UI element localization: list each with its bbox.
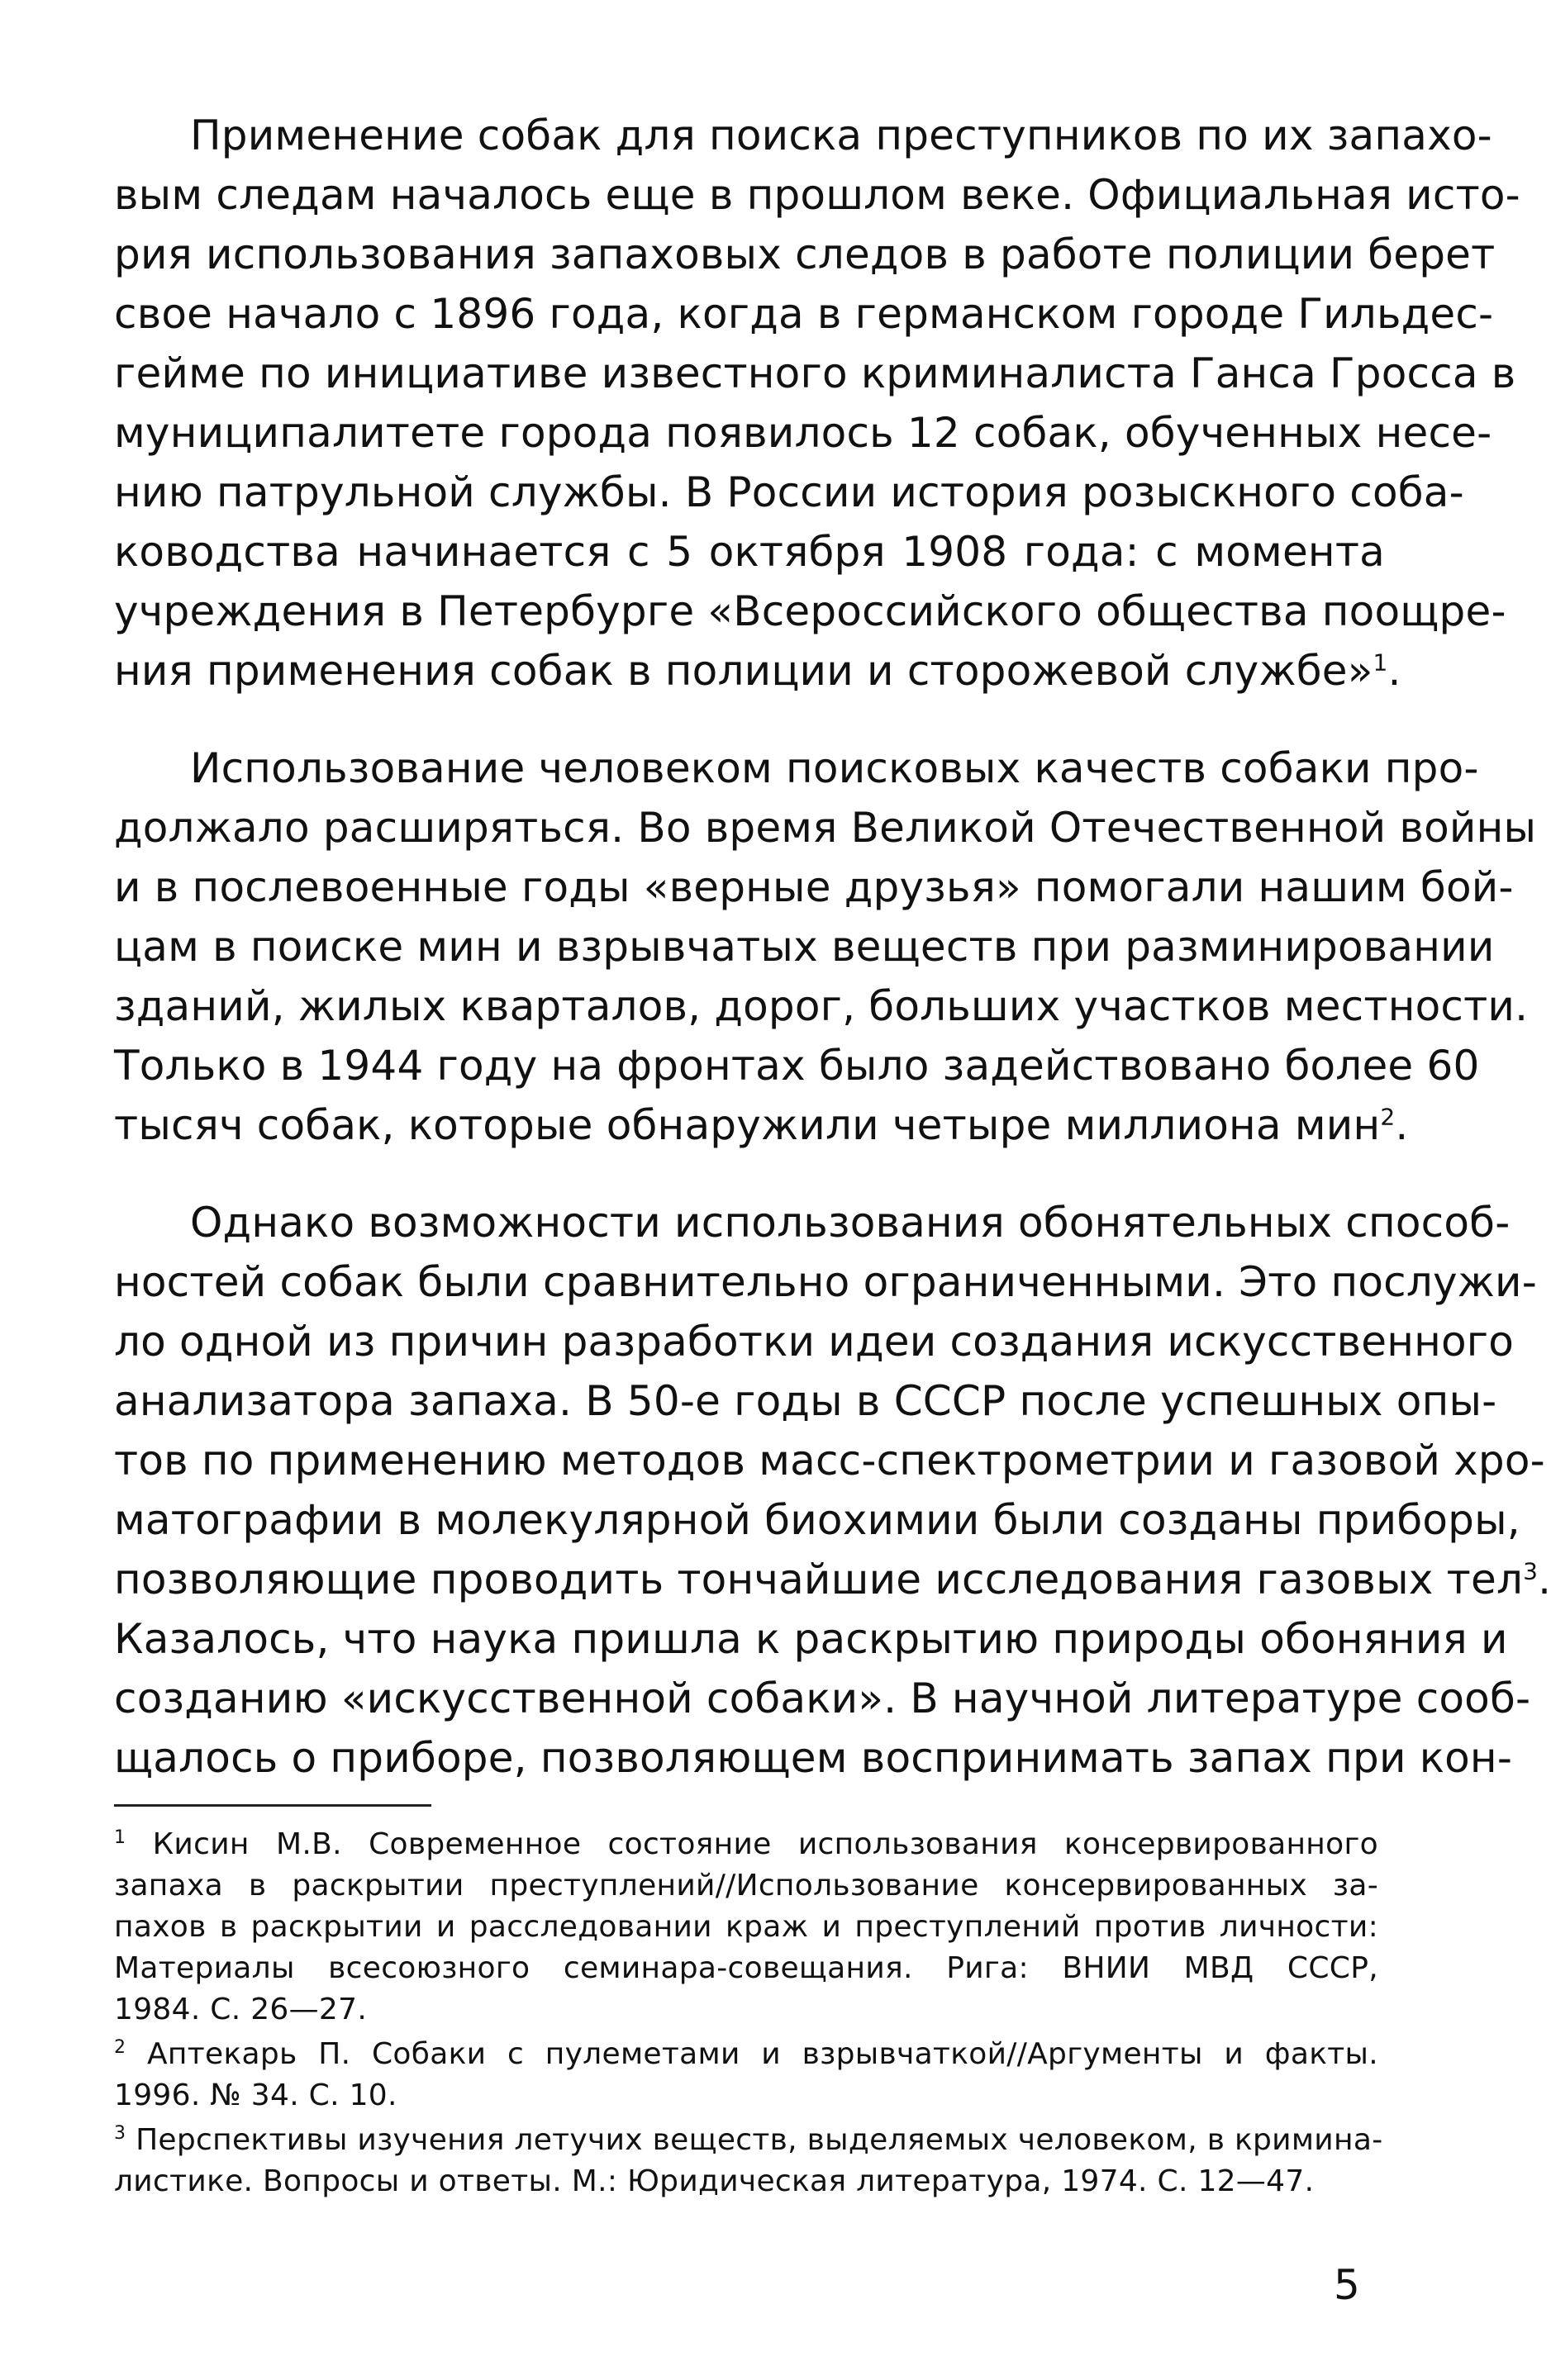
page-number: 5 — [1334, 2261, 1360, 2309]
text-line: рия использования запаховых следов в работе полиции берет — [114, 230, 1496, 278]
footnote-line: пахов в раскрытии и расследовании краж и преступлений против личности: — [114, 1910, 1378, 1944]
text-line: ния применения собак в полиции и сторожевой службе» — [114, 647, 1373, 695]
footnote-number: 1 — [114, 1827, 126, 1848]
text-line: матографии в молекулярной биохимии были созданы приборы, — [114, 1496, 1520, 1544]
text-line: и в послевоенные годы «верные друзья» помогали нашим бой- — [114, 863, 1514, 911]
text-line: позволяющие проводить тончайшие исследования газовых тел — [114, 1556, 1524, 1603]
text-line: свое начало с 1896 года, когда в германском городе Гильдес- — [114, 290, 1494, 338]
text-line: ностей собак были сравнительно ограниченными. Это послужи- — [114, 1258, 1537, 1306]
text-line: ководства начинается с 5 октября 1908 года: с момента — [114, 528, 1385, 576]
footnote-2 — [114, 2034, 1378, 2116]
footnote-mark: 3 — [1523, 1557, 1539, 1585]
text-line-with-footnote — [114, 1095, 1409, 1155]
page-body — [114, 106, 1551, 1788]
text-line: тов по применению методов масс-спектрометрии и газовой хро- — [114, 1437, 1545, 1485]
footnote-3 — [114, 2120, 1383, 2202]
footnote-line: листике. Вопросы и ответы. М.: Юридическая литература, 1974. С. 12—47. — [114, 2164, 1315, 2198]
text-line: Только в 1944 году на фронтах было задействовано более 60 — [114, 1042, 1480, 1090]
text-line: ло одной из причин разработки идеи создания искусственного — [114, 1318, 1515, 1366]
text-line: Использование человеком поисковых качеств собаки про- — [190, 744, 1479, 792]
text-line: созданию «искусственной собаки». В научной литературе сооб- — [114, 1675, 1531, 1722]
paragraph-1 — [114, 106, 1520, 701]
text-line: анализатора запаха. В 50-е годы в СССР после успешных опы- — [114, 1377, 1497, 1425]
text-line: нию патрульной службы. В России история розыскного соба- — [114, 468, 1464, 516]
text-line: тысяч собак, которые обнаружили четыре миллиона мин — [114, 1101, 1381, 1149]
footnote-mark: 1 — [1373, 648, 1388, 677]
text-line-with-footnote — [114, 641, 1401, 701]
footnote-line: запаха в раскрытии преступлений//Использование консервированных за- — [114, 1869, 1378, 1903]
footnote-divider — [114, 1804, 431, 1807]
text-line: должало расширяться. Во время Великой Отечественной войны — [114, 804, 1537, 852]
text-line: щалось о приборе, позволяющем воспринимать запах при кон- — [114, 1734, 1513, 1782]
text-line: гейме по инициативе известного криминалиста Ганса Гросса в — [114, 349, 1516, 397]
footnotes — [114, 1824, 1383, 2206]
text-line: учреждения в Петербурге «Всероссийского общества поощре- — [114, 587, 1506, 635]
text-line: зданий, жилых кварталов, дорог, больших участков местности. — [114, 982, 1529, 1030]
line-tail: . — [1387, 647, 1401, 695]
footnote-text: Перспективы изучения летучих веществ, выделяемых человеком, в кримина- — [136, 2123, 1383, 2157]
text-line: Однако возможности использования обонятельных способ- — [190, 1199, 1511, 1247]
line-tail: . — [1395, 1101, 1409, 1149]
text-line: Применение собак для поиска преступников по их запахо- — [190, 112, 1492, 159]
footnote-text: Кисин М.В. Современное состояние использования консервированного — [152, 1827, 1378, 1861]
footnote-number: 2 — [114, 2037, 126, 2058]
footnote-line — [114, 1824, 1378, 1865]
footnote-number: 3 — [114, 2123, 126, 2144]
footnote-line — [114, 2034, 1378, 2075]
text-line-with-footnote: позволяющие проводить тончайшие исследования газовых тел$^3$. — [114, 1556, 1551, 1603]
footnote-mark: 2 — [1380, 1103, 1396, 1131]
footnote-line: 1984. С. 26—27. — [114, 1993, 368, 2026]
text-line: вым следам началось еще в прошлом веке. Официальная исто- — [114, 171, 1520, 219]
text-line: муниципалитете города появилось 12 собак, обученных несе- — [114, 409, 1492, 457]
footnote-line: Материалы всесоюзного семинара-совещания. Рига: ВНИИ МВД СССР, — [114, 1951, 1378, 1985]
footnote-text: Аптекарь П. Собаки с пулеметами и взрывчаткой//Аргументы и факты. — [146, 2037, 1378, 2071]
footnote-line — [114, 2120, 1383, 2161]
footnote-line: 1996. № 34. С. 10. — [114, 2078, 397, 2112]
footnote-1 — [114, 1824, 1378, 2031]
text-line: цам в поиске мин и взрывчатых веществ при разминировании — [114, 923, 1495, 971]
paragraph-2 — [114, 739, 1537, 1155]
text-line: Казалось, что наука пришла к раскрытию природы обоняния и — [114, 1615, 1508, 1663]
paragraph-3 — [114, 1193, 1551, 1788]
